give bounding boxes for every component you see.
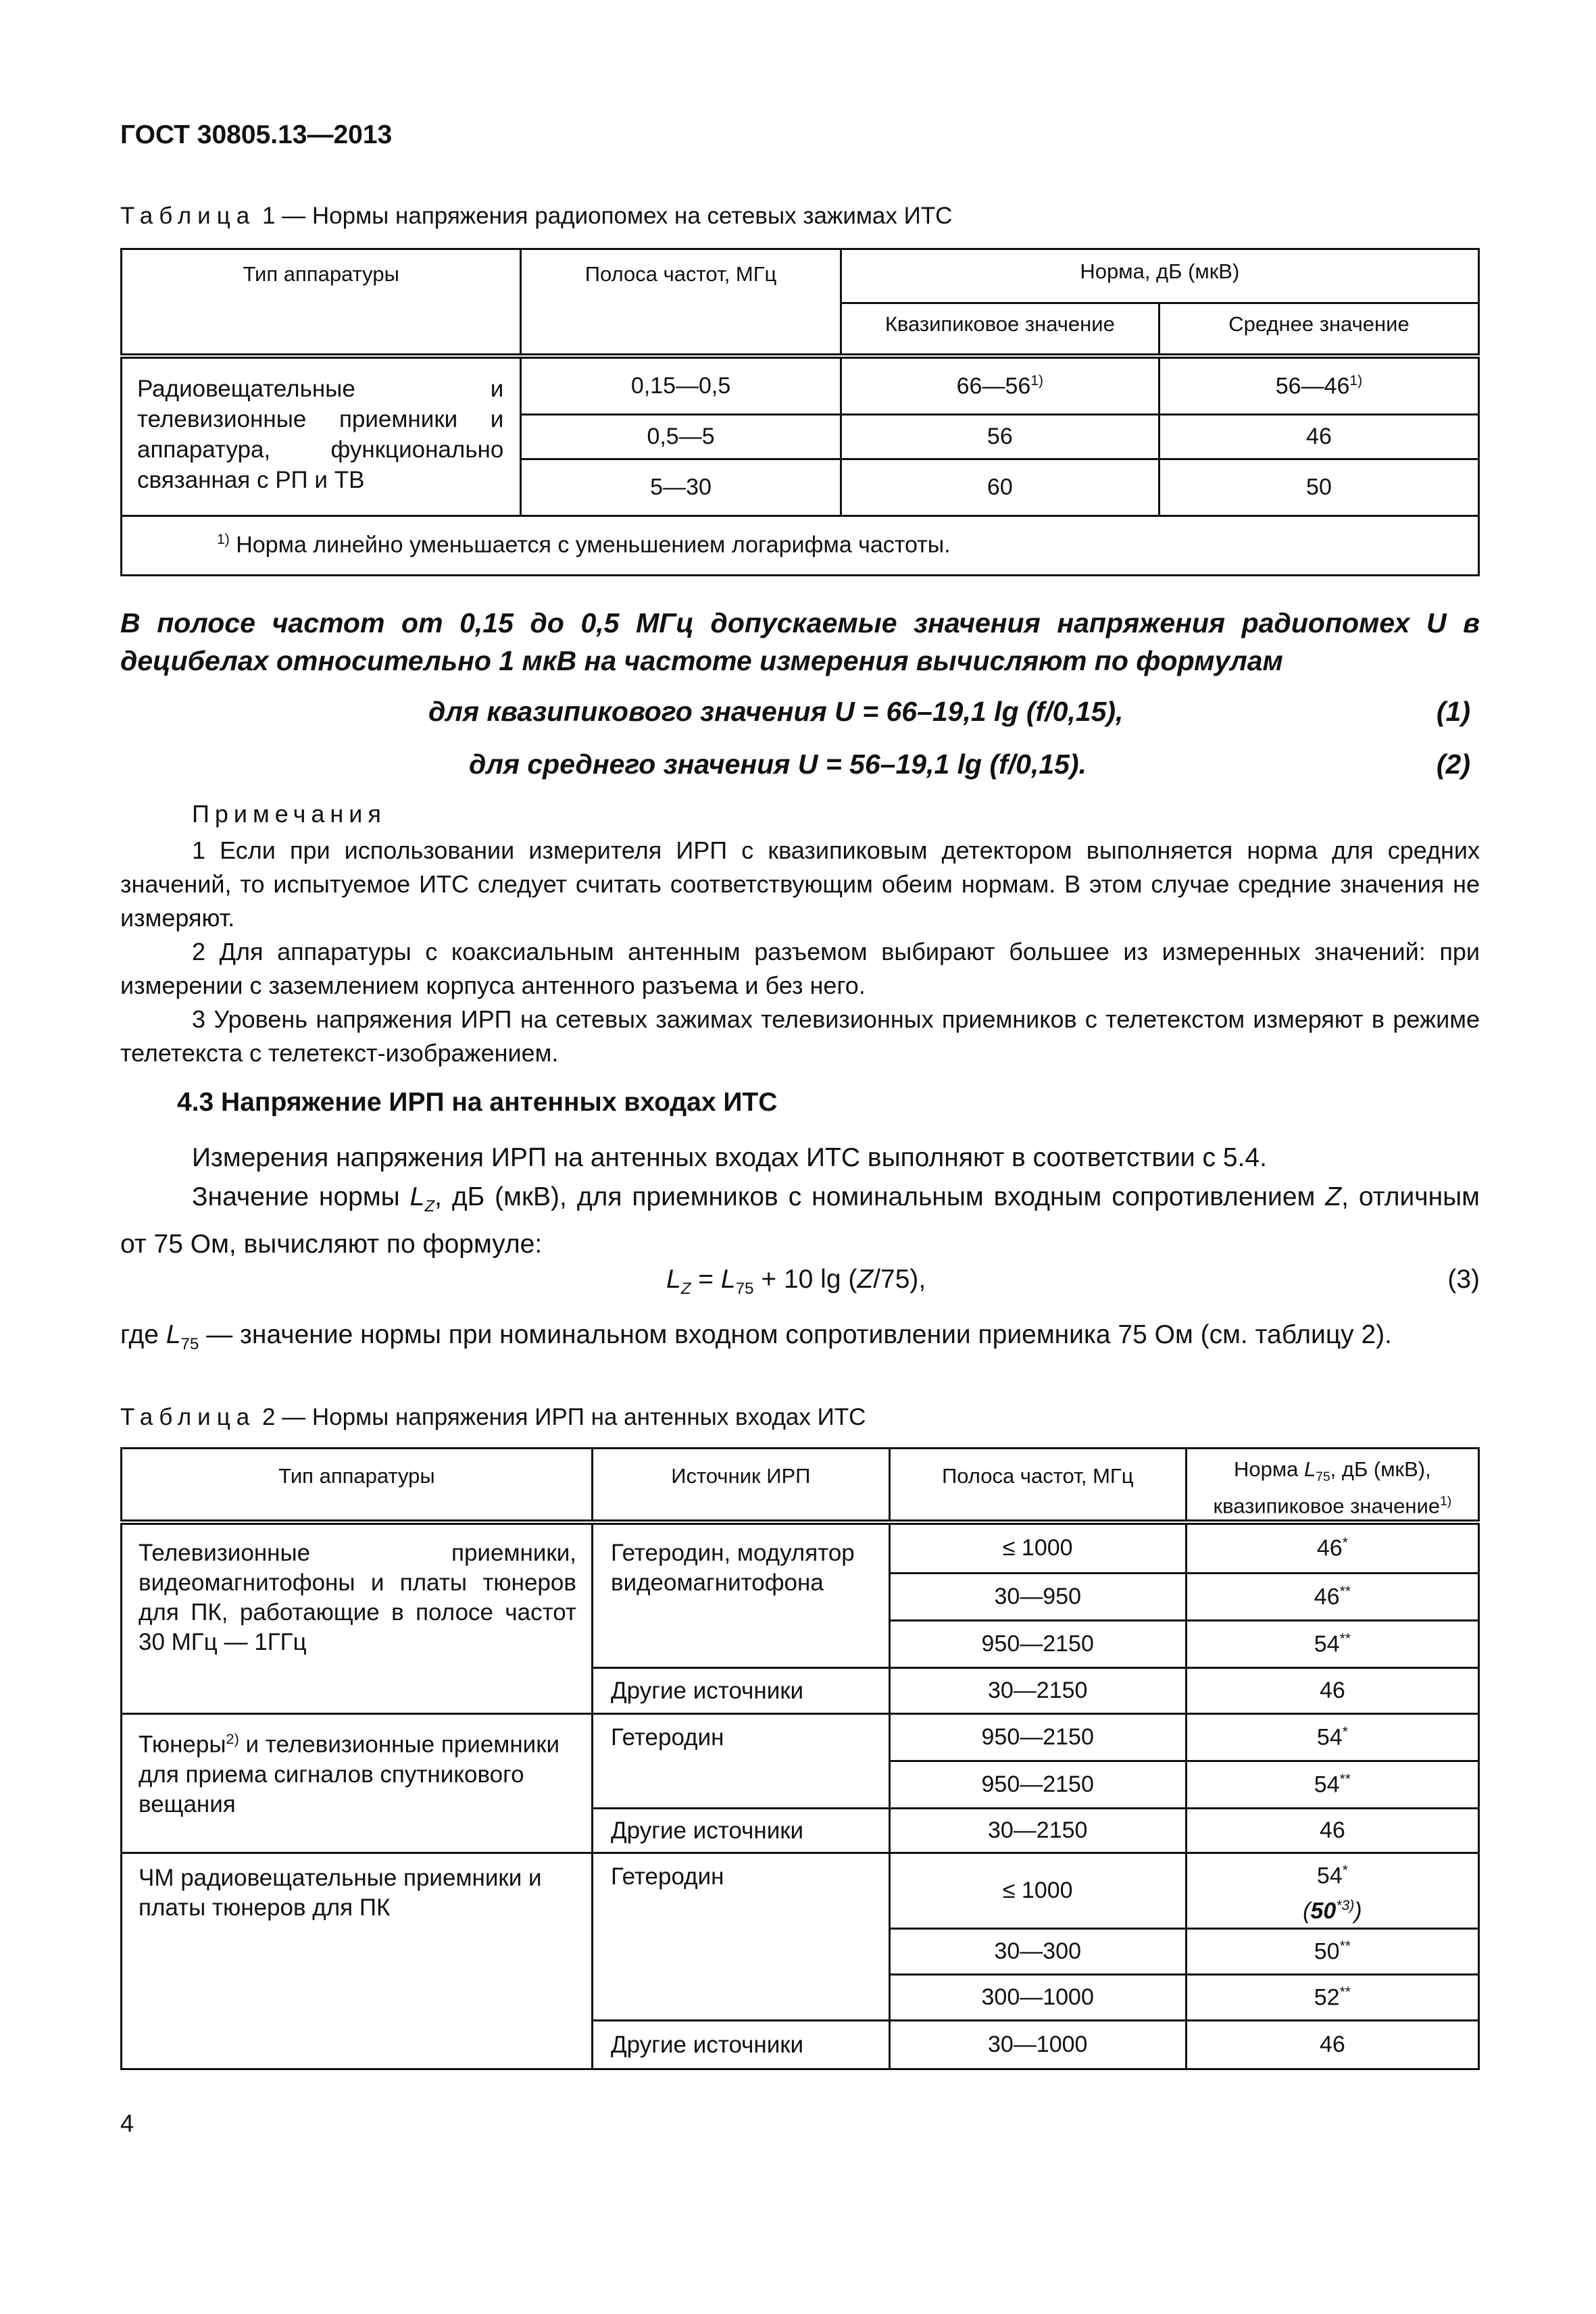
note-3: 3 Уровень напряжения ИРП на сетевых зажимах телевизионных приемников с телетекстом измеряют в режиме телетекста с телетекст-изображением.	[120, 1005, 1480, 1067]
notes-heading	[192, 797, 1480, 831]
table2-band-cell: 30—2150	[889, 1809, 1186, 1853]
table1-quasi-cell: 56	[841, 414, 1159, 459]
table2-header-norm	[1186, 1449, 1478, 1522]
table2-band-cell: 950—2150	[889, 1621, 1186, 1668]
table2-group3-other-source: Другие источники	[592, 2021, 889, 2069]
text-run: , дБ (мкВ), для приемников с номинальным входным сопротивлением	[434, 1182, 1326, 1211]
footnote-mark: 1)	[217, 532, 230, 548]
symbol-subscript: 75	[180, 1334, 199, 1353]
table2-band-cell: 300—1000	[889, 1975, 1186, 2021]
table2-norm-cell	[1186, 1522, 1478, 1574]
text-run: + 10 lg (	[753, 1265, 857, 1294]
footnote-mark: 1)	[1030, 372, 1044, 388]
table1-average-cell	[1159, 356, 1478, 414]
formula-2-number: (2)	[1436, 749, 1470, 780]
table2-norm-cell: 46	[1186, 1668, 1478, 1714]
table2-norm-cell	[1186, 1621, 1478, 1668]
formula-3	[666, 1261, 926, 1308]
table1-average-cell: 50	[1159, 459, 1478, 515]
table2-band-cell: 30—1000	[889, 2021, 1186, 2069]
text-run: и телевизионные приемники для приема сигналов спутникового вещания	[139, 1731, 560, 1817]
table2-caption-text: 2 — Нормы напряжения ИРП на антенных входах ИТС	[255, 1404, 866, 1430]
footnote-mark: **	[1339, 1984, 1351, 2000]
table2-band-cell: ≤ 1000	[889, 1853, 1186, 1929]
symbol-L: L	[720, 1265, 736, 1294]
table1-footnote	[122, 515, 1479, 575]
footnote-mark: *3)	[1336, 1897, 1355, 1913]
table2-norm-cell	[1186, 1853, 1478, 1929]
table2-caption-word: Таблица	[120, 1404, 256, 1430]
table1-caption-word: Таблица	[120, 203, 256, 229]
symbol-subscript: Z	[680, 1279, 691, 1298]
note-2: 2 Для аппаратуры с коаксиальным антенным разъемом выбирают большее из измеренных значений: при измерении с заземлением корпуса антенного разъема и без него.	[120, 938, 1480, 999]
table2-norm-cell	[1186, 1574, 1478, 1621]
symbol-L: L	[166, 1320, 181, 1349]
text-run: , отличным от 75 Ом, вычисляют по формуле:	[120, 1182, 1480, 1259]
norm-value: 54	[1316, 1863, 1343, 1889]
table1-quasi-value: 66—56	[956, 372, 1031, 399]
symbol-Z: Z	[1325, 1182, 1342, 1211]
norm-value: 50	[1314, 1938, 1340, 1965]
norm-value: 46	[1314, 1584, 1340, 1610]
symbol-L: L	[409, 1182, 425, 1211]
table2-band-cell: 950—2150	[889, 1761, 1186, 1809]
text-run: где	[120, 1320, 166, 1349]
footnote-mark: 1)	[1349, 372, 1363, 388]
table1-header-average: Среднее значение	[1159, 303, 1478, 356]
footnote-mark: **	[1339, 1583, 1351, 1599]
formula-1: для квазипикового значения U = 66–19,1 lg (f/0,15),	[428, 696, 1124, 727]
table2-group2-source: Гетеродин	[592, 1714, 889, 1809]
formula-3-number: (3)	[1447, 1265, 1480, 1294]
text-run: Норма	[1233, 1457, 1305, 1481]
table2-group1-label: Телевизионные приемники, видеомагнитофоны и платы тюнеров для ПК, работающие в полосе частот 30 МГц — 1ГГц	[122, 1522, 593, 1714]
table2-group2-label	[122, 1714, 593, 1853]
text-run: , дБ (мкВ),	[1330, 1457, 1431, 1481]
norm-value: 46	[1316, 1535, 1343, 1561]
table2-band-cell: ≤ 1000	[889, 1522, 1186, 1574]
text-run: )	[1354, 1897, 1362, 1923]
table2-band-cell: 30—2150	[889, 1668, 1186, 1714]
text-run: Значение нормы	[192, 1182, 410, 1211]
table1-footnote-text: Норма линейно уменьшается с уменьшением логарифма частоты.	[229, 532, 951, 558]
table2-group2-other-source: Другие источники	[592, 1809, 889, 1853]
table1-header-type: Тип аппаратуры	[122, 249, 521, 357]
table2-norm-cell	[1186, 1929, 1478, 1975]
table2-group1-other-source: Другие источники	[592, 1668, 889, 1714]
table1-quasi-cell	[841, 356, 1159, 414]
symbol-L: L	[1304, 1457, 1316, 1481]
symbol-subscript: Z	[424, 1197, 435, 1215]
footnote-mark: **	[1339, 1771, 1351, 1787]
formula-3-explanation	[120, 1316, 1480, 1363]
alternate-norm-value: 50	[1310, 1897, 1337, 1923]
section-title: 4.3 Напряжение ИРП на антенных входах ИТС	[177, 1088, 778, 1117]
footnote-mark: *	[1342, 1535, 1348, 1551]
table1-band-cell: 5—30	[521, 459, 841, 515]
document-header: ГОСТ 30805.13—2013	[120, 120, 393, 149]
table1-row-label: Радиовещательные и телевизионные приемники и аппаратура, функционально связанная с РП и ТВ	[122, 356, 521, 515]
text-run: Тюнеры	[139, 1731, 226, 1758]
footnote-mark: *	[1342, 1724, 1348, 1740]
text-run: /75),	[873, 1265, 926, 1294]
formula-1-number: (1)	[1436, 696, 1470, 727]
norm-value: 54	[1314, 1771, 1340, 1798]
table1-caption-text: 1 — Нормы напряжения радиопомех на сетевых зажимах ИТС	[255, 203, 953, 229]
table2-band-cell: 950—2150	[889, 1714, 1186, 1761]
text-run: =	[691, 1265, 721, 1294]
table1-band-cell: 0,5—5	[521, 414, 841, 459]
table1-quasi-cell: 60	[841, 459, 1159, 515]
footnote-mark: **	[1339, 1938, 1351, 1954]
table2-group3-source: Гетеродин	[592, 1853, 889, 2021]
page-number: 4	[120, 2109, 134, 2137]
table1-header-norm: Норма, дБ (мкВ)	[841, 249, 1478, 303]
table1	[120, 248, 1480, 576]
footnote-mark: **	[1339, 1630, 1351, 1646]
table1-average-value: 56—46	[1275, 372, 1350, 399]
footnote-mark: 2)	[226, 1730, 239, 1748]
formula-2: для среднего значения U = 56–19,1 lg (f/0,15).	[469, 749, 1087, 780]
table2-norm-cell	[1186, 1714, 1478, 1761]
table1-band-cell: 0,15—0,5	[521, 356, 841, 414]
table2-caption	[120, 1404, 866, 1431]
table2-norm-cell	[1186, 1975, 1478, 2021]
norm-value: 54	[1314, 1631, 1340, 1657]
text-run: квазипиковое значение	[1213, 1494, 1441, 1518]
section-paragraph-2	[120, 1178, 1480, 1263]
table1-average-cell: 46	[1159, 414, 1478, 459]
table2-band-cell: 30—950	[889, 1574, 1186, 1621]
section-paragraph-1: Измерения напряжения ИРП на антенных входах ИТС выполняют в соответствии с 5.4.	[192, 1143, 1267, 1172]
table2-group1-source: Гетеродин, модулятор видеомагнитофона	[592, 1522, 889, 1668]
text-run: (	[1303, 1897, 1311, 1923]
table1-caption	[120, 203, 952, 230]
table1-header-band: Полоса частот, МГц	[521, 249, 841, 357]
table2	[120, 1447, 1480, 2070]
table2-group3-label: ЧМ радиовещательные приемники и платы тюнеров для ПК	[122, 1853, 593, 2069]
footnote-mark: 1)	[1440, 1494, 1452, 1509]
notes-heading-text: Примечания	[192, 800, 386, 828]
symbol-L: L	[666, 1265, 681, 1294]
table2-header-type: Тип аппаратуры	[122, 1449, 593, 1522]
footnote-mark: *	[1342, 1863, 1348, 1879]
symbol-subscript: 75	[735, 1279, 754, 1298]
table2-norm-cell	[1186, 1761, 1478, 1809]
table2-header-source: Источник ИРП	[592, 1449, 889, 1522]
symbol-subscript: 75	[1316, 1470, 1330, 1485]
text-run: — значение нормы при номинальном входном сопротивлении приемника 75 Ом (см. таблицу 2).	[199, 1320, 1393, 1349]
norm-value: 54	[1316, 1724, 1343, 1751]
table2-band-cell: 30—300	[889, 1929, 1186, 1975]
note-1: 1 Если при использовании измерителя ИРП с квазипиковым детектором выполняется норма для средних значений, то испытуемое ИТС следует считать соответствующим обеим нормам. В этом случае средние значения не измеряют.	[120, 836, 1480, 932]
table1-header-quasi: Квазипиковое значение	[841, 303, 1159, 356]
table2-norm-cell: 46	[1186, 2021, 1478, 2069]
symbol-Z: Z	[857, 1265, 874, 1294]
table2-norm-cell: 46	[1186, 1809, 1478, 1853]
norm-value: 52	[1314, 1984, 1340, 2011]
formula-lead-paragraph: В полосе частот от 0,15 до 0,5 МГц допускаемые значения напряжения радиопомех U в децибелах относительно 1 мкВ на частоте измерения вычисляют по формулам	[120, 607, 1480, 676]
table2-header-band: Полоса частот, МГц	[889, 1449, 1186, 1522]
